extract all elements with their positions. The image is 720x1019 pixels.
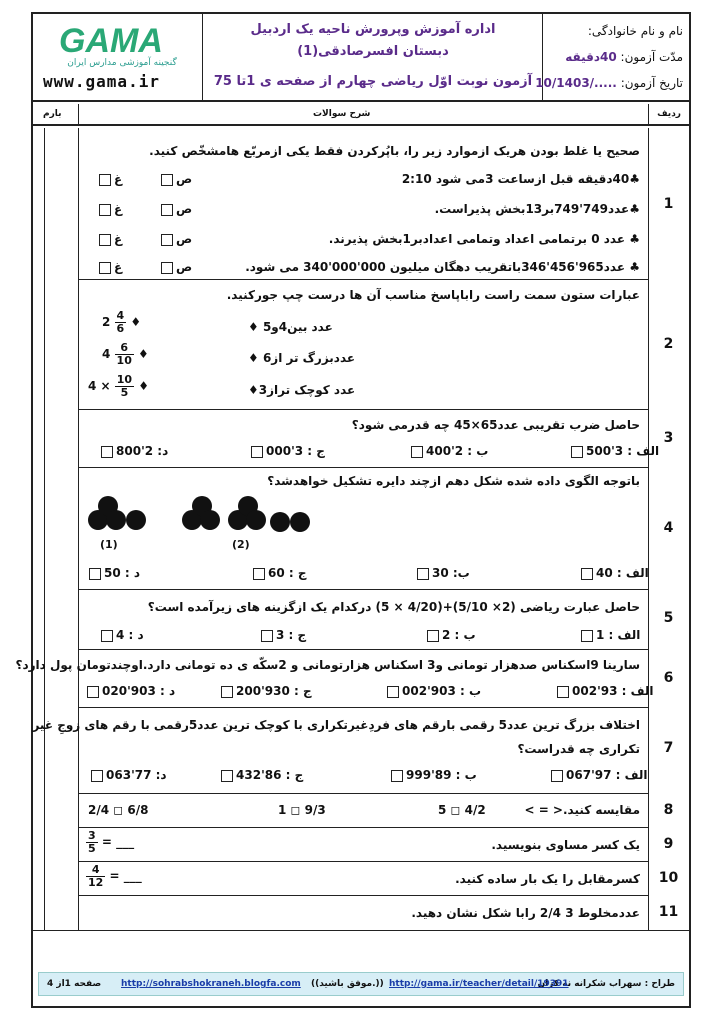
false-option [96,232,122,246]
option-label: ج : 3'000 [266,444,325,458]
fraction [86,830,98,855]
true-label: ص [176,232,193,246]
answer-option [250,566,307,580]
statement-item: ♣40دقیقه قبل ازساعت 3می شود 2:10 [401,172,640,186]
answer-option [86,566,140,580]
question-text: حاصل ضرب تقریبی عدد65×45 چه قدرمی شود؟ [351,418,640,432]
question-number: 11 [658,904,679,920]
question-text: حاصل عبارت ریاضی (2× 5/10)+(4/20 × 5) درکدام یک ازگزینه های زیرآمده است؟ [147,600,640,614]
question-text: تکراری چه قدراست؟ [517,742,640,756]
numerator: 4 [116,309,125,322]
column-header-row [33,104,689,126]
comparison-item[interactable]: 2/4 ◻ 6/8 [88,803,149,817]
exam-header [33,14,689,102]
answer-option [568,444,659,458]
option-label: الف : 97'067 [566,768,648,782]
option-label: ج : 930'200 [236,684,312,698]
svg-text:GAMA: GAMA [59,22,163,58]
whole-part: 4 × [88,379,111,393]
false-label: غ [114,232,123,246]
question-text: عبارات ستون سمت راست راباپاسخ مناسب آن ها درست چپ جورکنید. [226,288,640,302]
false-label: غ [114,172,123,186]
true-checkbox[interactable] [161,174,173,186]
option-label: الف : 40 [596,566,649,580]
answer-option [408,444,488,458]
answer-option [578,566,649,580]
option-checkbox[interactable] [251,446,263,458]
match-right-item: 2 $\frac{4}{6}$ ♦ [102,309,142,335]
question-row-6 [15,650,654,708]
option-label: د: 2'800 [116,444,169,458]
option-checkbox[interactable] [387,686,399,698]
match-right-item: 4 × $\frac{10}{5}$ ♦ [88,373,150,399]
numerator: 6 [115,342,134,355]
answer-option [218,768,303,782]
statement-item: ♣ عدد965'456'346باتقریب دهگان میلیون 000'000'340 می شود. [245,260,640,274]
comparison-item[interactable]: 5 ◻ 4/2 [438,803,486,817]
date-label: تاریخ آزمون: [620,76,683,90]
question-number: 5 [663,610,674,626]
option-label: د : 4 [116,628,144,642]
circle-icon [126,510,146,530]
question-row-1 [78,128,648,280]
option-checkbox[interactable] [87,686,99,698]
name-label: نام و نام خانوادگی: [587,24,683,38]
option-checkbox[interactable] [557,686,569,698]
question-text: باتوجه الگوی داده شده شکل دهم ازچند دایره تشکیل خواهدشد؟ [267,474,640,488]
false-option [96,172,122,186]
school-title: دبستان افسرصادقی(1) [297,44,449,59]
score-column-divider [44,128,45,930]
answer-option [384,684,481,698]
figure-label: (2) [232,538,250,551]
answer-option [388,768,477,782]
answer-option [248,444,325,458]
fraction-answer[interactable]: $\frac{4}{12}$ = ___ [88,863,142,889]
option-label: الف : 3'500 [586,444,660,458]
false-label: غ [114,202,123,216]
true-checkbox[interactable] [161,204,173,216]
answer-option [258,628,306,642]
false-option [96,202,122,216]
denominator: 10 [116,354,132,367]
false-label: غ [114,260,123,274]
option-label: د : 50 [104,566,141,580]
denominator: 12 [88,876,104,889]
figure-label: (1) [100,538,118,551]
question-row-7 [32,708,648,794]
true-option [158,232,192,246]
column-divider [78,104,79,126]
question-text: عددمخلوط 3 2/4 رابا شکل نشان دهید. [411,906,640,920]
fraction [115,374,134,399]
option-checkbox[interactable] [91,770,103,782]
answer-option [578,628,640,642]
question-row-10 [78,862,648,896]
answer-option [548,768,648,782]
option-checkbox[interactable] [261,630,273,642]
true-checkbox[interactable] [161,234,173,246]
option-checkbox[interactable] [417,568,429,580]
option-label: د: 77'063 [106,768,167,782]
question-row-3 [78,410,660,468]
column-divider [648,104,649,126]
logo-subtitle: گنجینه آموزشی مدارس ایران [67,58,177,68]
true-label: ص [176,172,193,186]
question-row-5 [78,590,648,650]
score-column-label: بارم [43,109,62,119]
question-text: کسرمقابل را یک بار ساده کنید. [455,872,640,886]
question-number: 10 [658,870,679,886]
option-checkbox[interactable] [411,446,423,458]
description-column-label: شرح سوالات [313,109,371,119]
match-left-item: عدد کوچک تراز3♦ [248,383,356,397]
option-checkbox[interactable] [581,568,593,580]
gama-logo-icon [55,22,185,58]
question-number: 2 [663,336,674,352]
answer-option [88,768,167,782]
question-row-9 [78,828,648,862]
table-bottom-line [33,930,689,931]
row-column-label: ردیف [657,109,681,119]
option-label: ب : 2 [442,628,476,642]
question-number: 8 [663,802,674,818]
numerator: 3 [88,829,96,842]
false-checkbox[interactable] [99,234,111,246]
false-checkbox[interactable] [99,204,111,216]
student-info-cell [535,14,689,102]
answer-option [424,628,476,642]
duration-line [543,50,683,64]
option-checkbox[interactable] [253,568,265,580]
designer-credit: طراح : سهراب شکرانه نه کران [537,979,675,989]
answer-option [414,566,470,580]
duration-label: مدّت آزمون: [620,50,683,64]
logo-cell [33,14,203,102]
option-checkbox[interactable] [101,446,113,458]
question-text: اختلاف بزرگ ترین عدد5 رقمی بارقم های فردِغیرتکراری با کوچک ترین عدد5رقمی با رقم های زوجِ غیر [32,718,640,732]
fraction [115,342,134,367]
duration-value: 40دقیقه [565,50,617,64]
option-label: ب : 2'400 [426,444,489,458]
option-checkbox[interactable] [581,630,593,642]
option-checkbox[interactable] [89,568,101,580]
circle-icon [290,512,310,532]
denominator: 5 [120,386,129,399]
blog-link-anchor[interactable]: http://sohrabshokraneh.blogfa.com [121,979,301,989]
option-checkbox[interactable] [427,630,439,642]
date-value: ...../10/1403 [535,76,617,90]
circle-icon [270,512,290,532]
false-checkbox[interactable] [99,262,111,274]
option-checkbox[interactable] [551,770,563,782]
answer-option [218,684,312,698]
option-checkbox[interactable] [221,686,233,698]
question-number: 6 [663,670,674,686]
option-checkbox[interactable] [101,630,113,642]
question-row-11 [78,896,648,930]
option-label: ب : 903'002 [402,684,482,698]
question-number: 4 [663,520,674,536]
org-title: اداره آموزش وپرورش ناحیه یک اردبیل [250,22,496,37]
option-checkbox[interactable] [571,446,583,458]
option-checkbox[interactable] [221,770,233,782]
question-row-2 [78,280,648,410]
true-label: ص [176,202,193,216]
exam-title: آزمون نوبت اوّل ریاضی چهارم از صفحه ی 1تا 75 [213,74,533,89]
question-text: یک کسر مساوی بنویسید. [491,838,640,852]
option-label: د : 903'020 [102,684,176,698]
blog-link[interactable] [121,979,301,989]
page-number: صفحه 1از 4 [47,979,102,989]
fraction-answer[interactable]: $\frac{3}{5}$ = ___ [88,829,135,855]
option-label: الف : 93'002 [572,684,654,698]
true-option [158,172,192,186]
date-line [535,76,683,90]
question-number: 7 [663,740,674,756]
question-row-4 [78,468,648,590]
whole-part: 2 [102,315,111,329]
true-label: ص [176,260,193,274]
question-text: مقایسه کنید.< = > [524,803,640,817]
question-number: 1 [663,196,674,212]
option-label: ب: 30 [432,566,470,580]
page-footer [38,972,684,996]
teacher-link-anchor[interactable]: http://gama.ir/teacher/detail/19391 [389,979,569,989]
comparison-item[interactable]: 1 ◻ 9/3 [278,803,326,817]
match-left-item: عدد بین4و5 ♦ [248,320,333,334]
false-option [96,260,122,274]
option-label: ج : 3 [276,628,307,642]
true-option [158,202,192,216]
question-text: سارینا 9اسکناس صدهزار تومانی و3 اسکناس هزارتومانی و 2سکّه ی ده تومانی دارد.اوچندتومان پول دارد؟ [15,658,640,672]
option-label: ج : 86'432 [236,768,304,782]
match-left-item: عددبزرگ تر از6 ♦ [248,351,356,365]
question-row-8 [78,794,648,828]
fraction [115,310,127,335]
good-luck-text: ((موفق باشید.)) [311,979,384,989]
option-label: الف : 1 [596,628,641,642]
statement-item: ♣ عدد 0 برتمامی اعداد وتمامی اعدادبر1بخش پذیرند. [328,232,640,246]
option-checkbox[interactable] [391,770,403,782]
numerator: 10 [116,373,133,386]
fraction [86,864,105,889]
answer-option [84,684,175,698]
statement-item: ♣عدد749'749بر13بخش پذیراست. [434,202,640,216]
teacher-link[interactable] [389,979,569,989]
question-number: 3 [663,430,674,446]
circle-icon [246,510,266,530]
title-cell [203,14,543,102]
false-checkbox[interactable] [99,174,111,186]
question-text: صحیح یا غلط بودن هریک ازموارد زیر را، باپُرکردن فقط یکی ازمربّع هامشخّص کنید. [149,144,640,158]
website-url: www.gama.ir [43,72,160,91]
denominator: 6 [116,322,125,335]
answer-option [98,628,144,642]
true-option [158,260,192,274]
option-label: ج : 60 [268,566,307,580]
option-label: ب : 89'999 [406,768,477,782]
circle-icon [106,510,126,530]
answer-option [554,684,654,698]
numerator: 4 [86,864,105,877]
circle-icon [200,510,220,530]
denominator: 5 [88,842,96,855]
whole-part: 4 [102,347,111,361]
true-checkbox[interactable] [161,262,173,274]
answer-option [98,444,168,458]
question-number: 9 [663,836,674,852]
match-right-item: 4 $\frac{6}{10}$ ♦ [102,341,149,367]
